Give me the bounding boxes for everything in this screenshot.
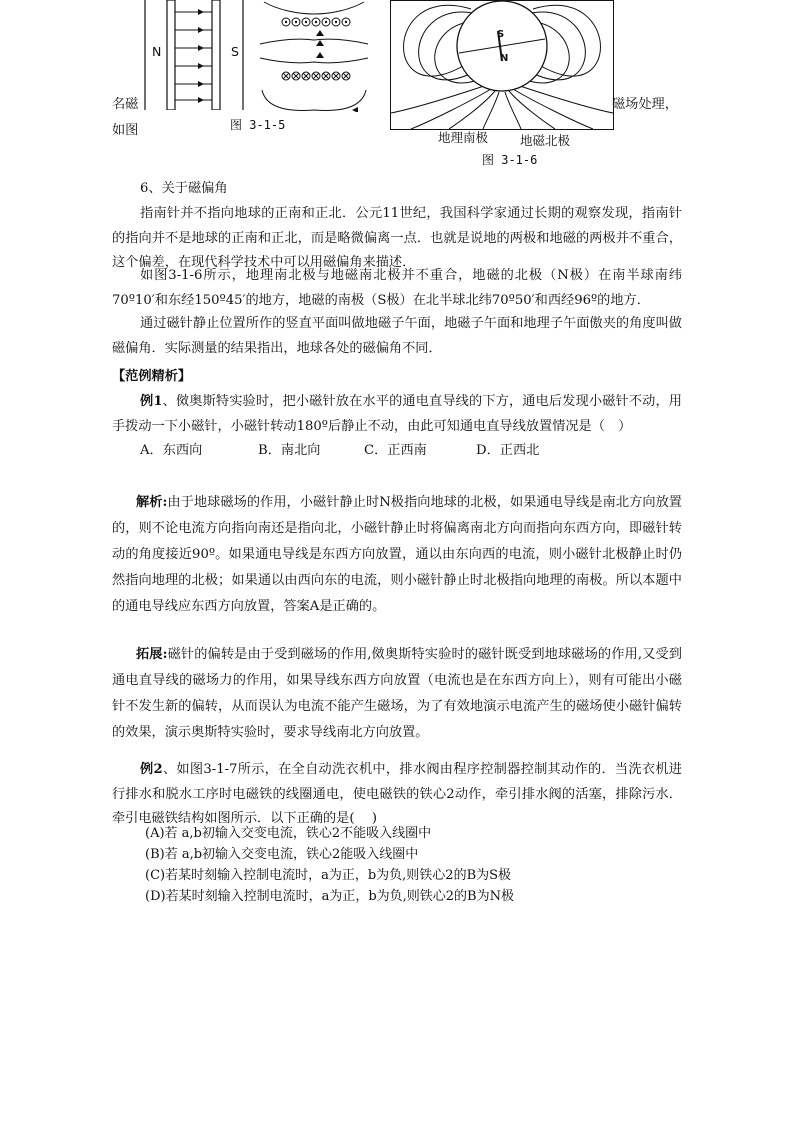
figure-bar-magnets xyxy=(142,0,250,110)
analysis xyxy=(112,490,682,620)
earth-field-drawing xyxy=(391,1,613,129)
figure-earth-magnetic-field xyxy=(390,0,614,130)
figure-solenoid xyxy=(258,0,370,112)
section6-paragraph-3: 通过磁针静止位置所作的竖直平面叫做地磁子午面，地磁子午面和地理子午面傲夹的角度叫做磁偏角．实际测量的结果指出，地球各处的磁偏角不同． xyxy=(112,316,682,356)
extension xyxy=(112,642,682,746)
choice-c: C．正西南 xyxy=(364,443,427,458)
solenoid-field-drawing xyxy=(258,0,370,112)
fragment-left-bottom: 如图 xyxy=(112,123,139,138)
example1-text: 、傚奥斯特实验时，把小磁针放在水平的通电直导线的下方，通电后发现小磁针不动，用手拨动一下小磁针，小磁针转动180º后静止不动，由此可知通电直导线放置情况是（ ） xyxy=(112,394,682,434)
example2-text: 、如图3-1-7所示，在全自动洗衣机中，排水阀由程序控制器控制其动作的．当洗衣机进行排水和脱水工序时电磁铁的线圈通电，使电磁铁的铁心2动作，牵引排水阀的活塞，排除污水．牵引电磁铁结构如图所示．以下正确的是( ) xyxy=(112,762,682,826)
geo-south-pole-label: 地理南极 xyxy=(438,130,489,145)
example1-label: 例1 xyxy=(140,394,163,409)
fig-3-1-5-caption: 图 3-1-5 xyxy=(230,118,286,132)
globe-s-label: S xyxy=(497,29,505,40)
example2-option-d: (D)若某时刻输入控制电流时，a为正，b为负,则铁心2的B为N极 xyxy=(145,889,514,904)
globe-n-label: N xyxy=(500,53,509,64)
example2-option-a: (A)若 a,b初输入交变电流，铁心2不能吸入线圈中 xyxy=(145,826,432,841)
fragment-left-top: 名磁 xyxy=(112,97,139,112)
example2-option-b: (B)若 a,b初输入交变电流，铁心2能吸入线圈中 xyxy=(145,847,419,862)
example2-option-c: (C)若某时刻输入控制电流时，a为正，b为负,则铁心2的B为S极 xyxy=(145,868,512,883)
section6-paragraph-2: 如图3-1-6所示，地理南北极与地磁南北极并不重合，地磁的北极（N极）在南半球南纬70º10′和东经150º45′的地方，地磁的南极（S极）在北半球北纬70º50′和西经96º的地方． xyxy=(112,268,682,308)
fig-3-1-6-caption: 图 3-1-6 xyxy=(482,153,538,167)
example2 xyxy=(112,758,682,832)
choice-a: A．东西向 xyxy=(140,443,203,458)
fragment-right-top: 磁场处理， xyxy=(612,97,678,112)
example1 xyxy=(112,390,682,439)
magnet-n-label: N xyxy=(152,44,162,59)
magnet-s-label: S xyxy=(231,44,239,59)
extension-text: 磁针的偏转是由于受到磁场的作用,傚奥斯特实验时的磁针既受到地球磁场的作用,又受到通电直导线的磁场力的作用，如果导线东西方向放置（电流也是在东西方向上），则有可能出小磁针不发生新的偏转，从而误认为电流不能产生磁场，为了有效地演示电流产生的磁场使小磁针偏转的效果，演示奥斯特实验时，要求导线南北方向放置。 xyxy=(112,647,682,740)
mag-north-pole-label: 地磁北极 xyxy=(520,133,571,148)
choice-b: B．南北向 xyxy=(258,443,321,458)
section6-paragraph-1: 指南针并不指向地球的正南和正北．公元11世纪，我国科学家通过长期的观察发现，指南针的指向并不是地球的正南和正北，而是略微偏离一点．也就是说地的两极和地磁的两极并不重合，这个偏差，在现代科学技术中可以用磁偏角来描述． xyxy=(112,206,682,270)
choice-d: D．正西北 xyxy=(476,443,540,458)
analysis-label: 解析: xyxy=(136,495,168,510)
example1-choices xyxy=(140,438,539,464)
section6-heading: 6、关于磁偏角 xyxy=(140,181,228,196)
examples-header: 【范例精析】 xyxy=(112,369,192,384)
analysis-text: 由于地球磁场的作用，小磁针静止时N极指向地球的北极，如果通电导线是南北方向放置的，则不论电流方向指向南还是指向北，小磁针静止时将偏离南北方向而指向东西方向，即磁针转动的角度接近90º。如果通电导线是东西方向放置，通以由东向西的电流，则小磁针北极静止时仍然指向地理的北极；如果通以由西向东的电流，则小磁针静止时北极指向地理的南极。所以本题中的通电导线应东西方向放置，答案A是正确的。 xyxy=(112,495,682,614)
example2-label: 例2 xyxy=(140,762,163,777)
extension-label: 拓展: xyxy=(136,647,168,662)
